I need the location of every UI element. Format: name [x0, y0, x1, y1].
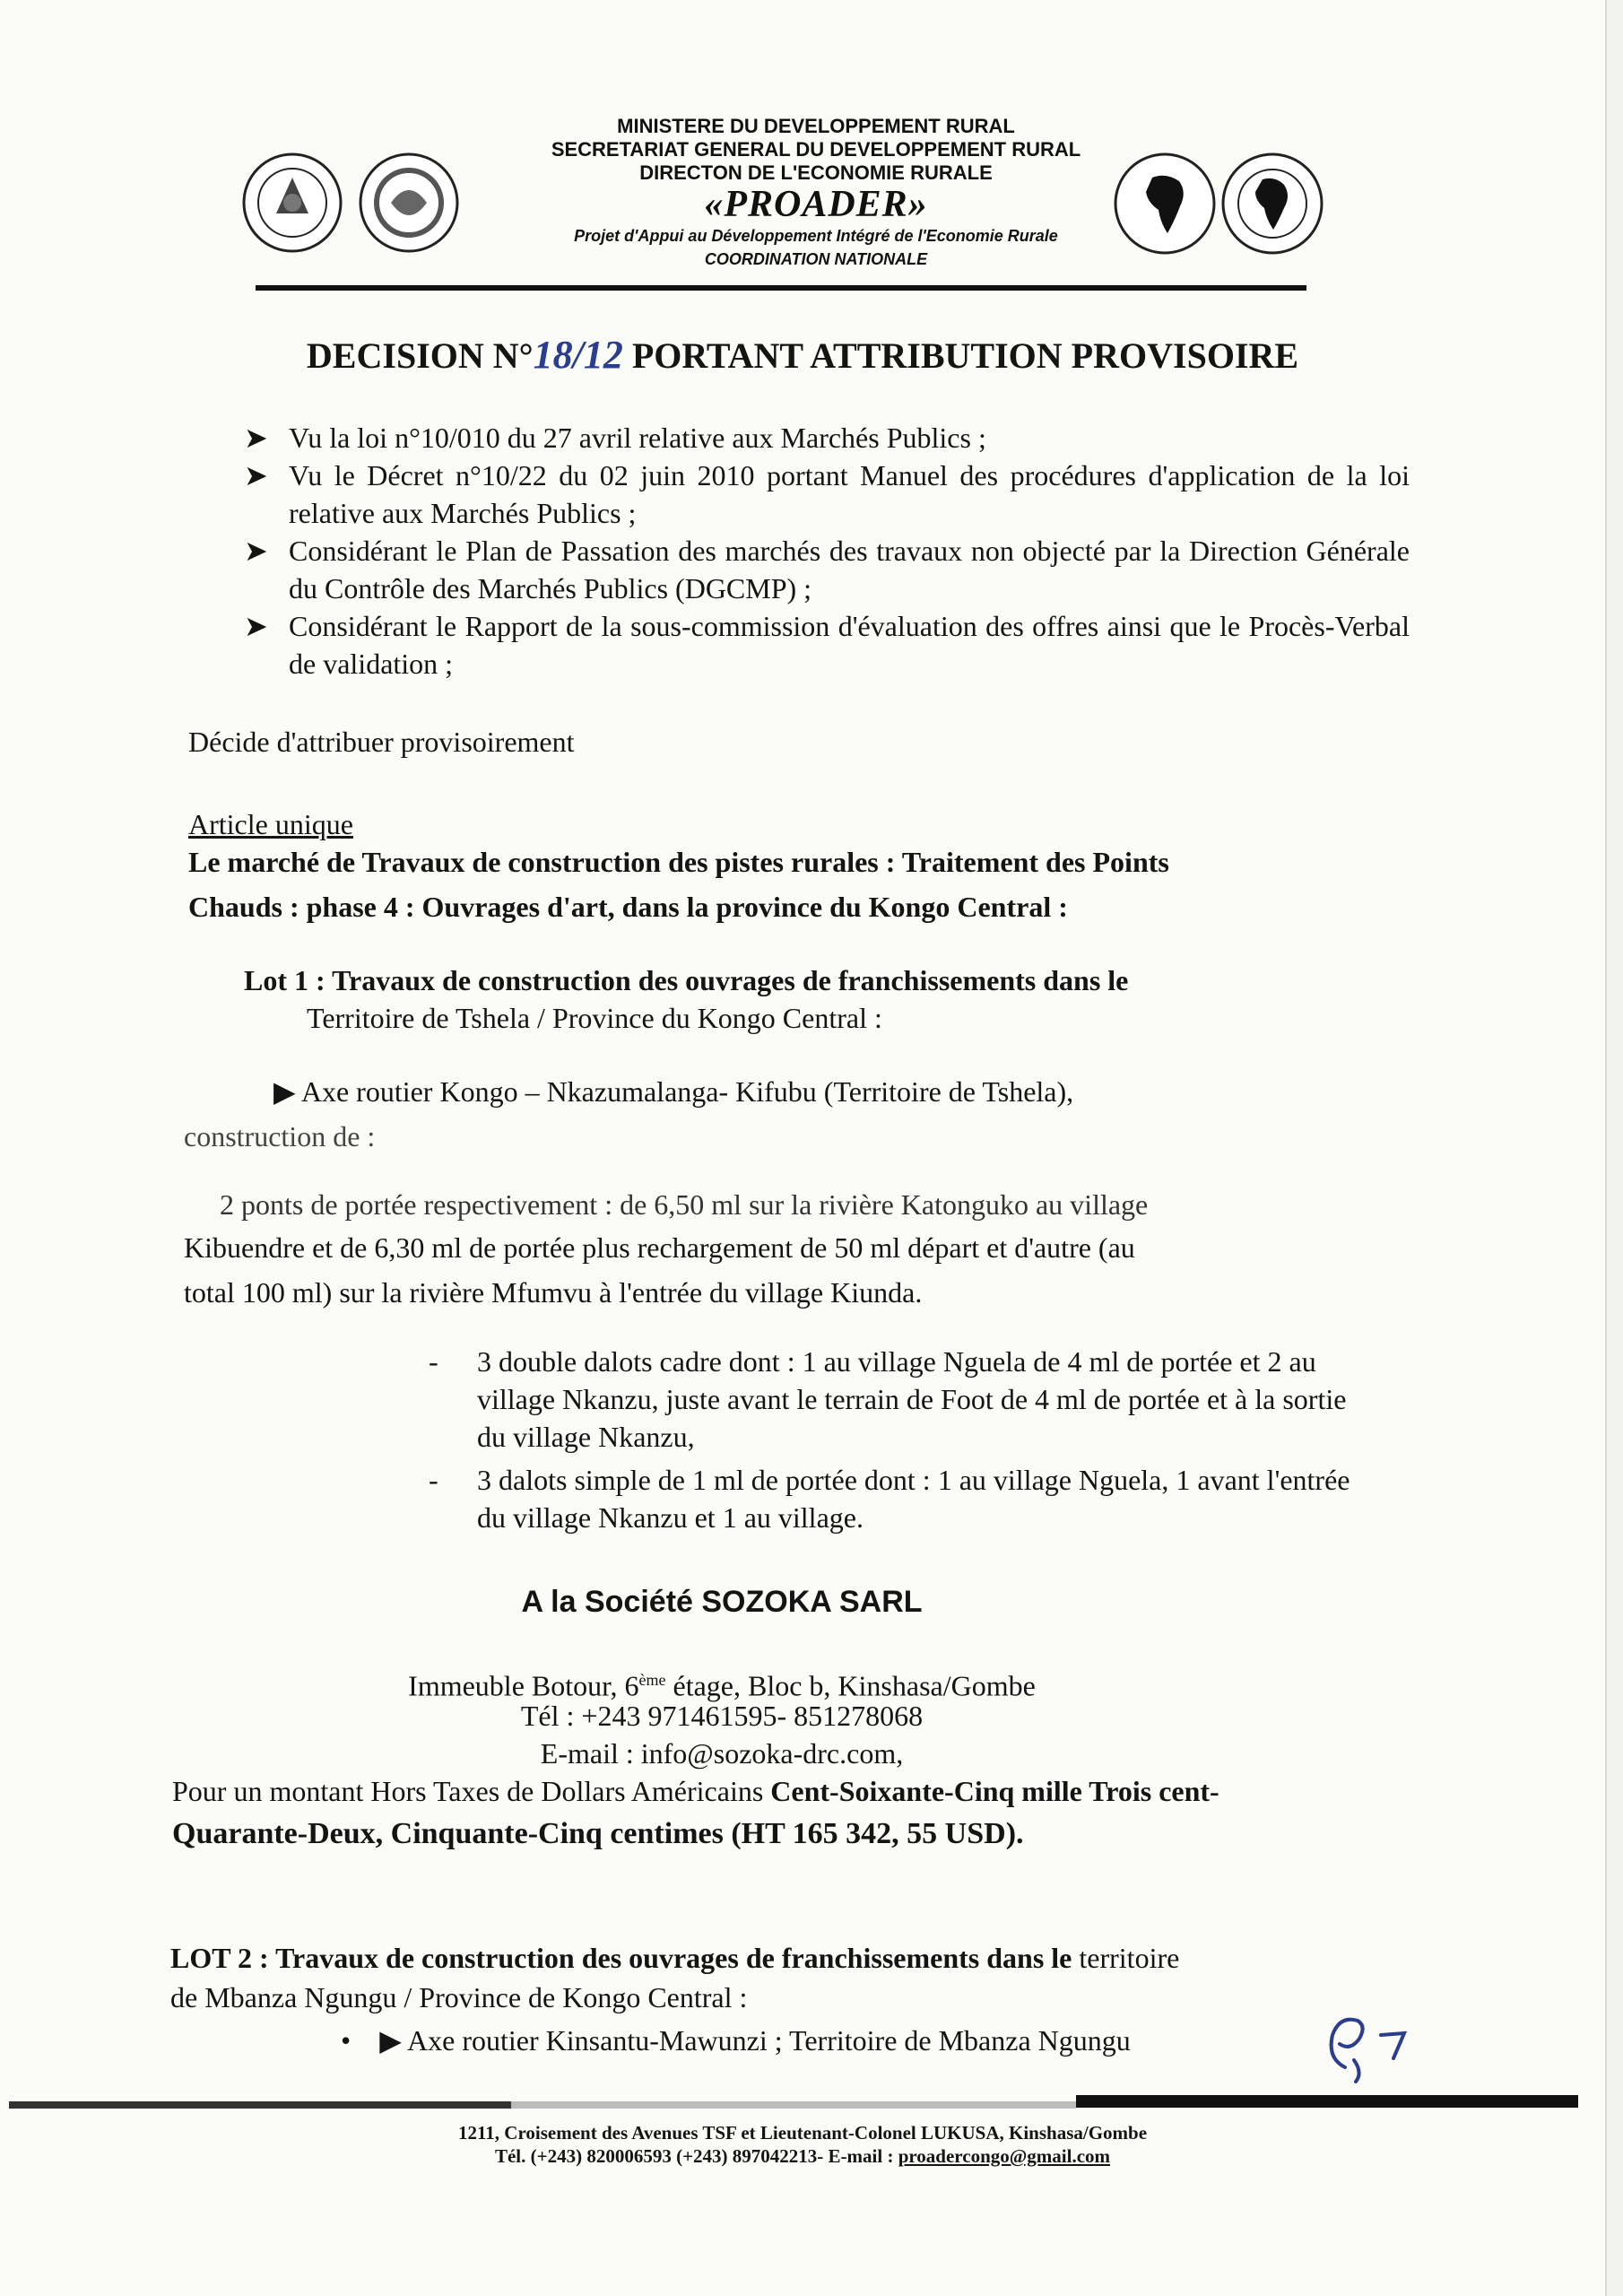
header-rule	[256, 285, 1306, 291]
lot2-axis	[341, 2022, 1131, 2059]
consideration-text: Vu le Décret n°10/22 du 02 juin 2010 portant Manuel des procédures d'application de la loi relative aux Marchés Publics ;	[289, 459, 1410, 529]
title-prefix: DECISION N°	[306, 335, 534, 376]
program-name: «PROADER»	[704, 184, 928, 225]
triangle-bullet-icon: ▶	[379, 2024, 408, 2057]
footer	[0, 2121, 1605, 2168]
lot1-bridges-line-3: total 100 ml) sur la rivière Mfumvu à l'entrée du village Kiunda.	[184, 1276, 923, 1309]
footer-address: 1211, Croisement des Avenues TSF et Lieutenant-Colonel LUKUSA, Kinshasa/Gombe	[457, 2122, 1148, 2144]
letterhead	[466, 115, 1166, 271]
awardee-email: E-mail : info@sozoka-drc.com,	[540, 1737, 904, 1770]
footer-email: proadercongo@gmail.com	[898, 2145, 1111, 2167]
market-line-1: Le marché de Travaux de construction des pistes rurales : Traitement des Points	[188, 846, 1169, 878]
project-line: Projet d'Appui au Développement Intégré de l'Economie Rurale	[574, 227, 1058, 245]
dash-bullet-icon: -	[429, 1345, 438, 1378]
awardee-name: A la Société SOZOKA SARL	[521, 1585, 923, 1619]
footer-rule-middle	[511, 2101, 1076, 2109]
arrow-bullet-icon: ➤	[244, 535, 268, 567]
handwritten-initials-icon	[1318, 2005, 1426, 2085]
african-development-fund-icon	[1112, 151, 1218, 257]
direction-line: DIRECTON DE L'ECONOMIE RURALE	[639, 161, 993, 184]
address-part: Immeuble Botour, 6	[408, 1669, 639, 1702]
amount-words: Cent-Soixante-Cinq mille Trois cent-	[770, 1775, 1219, 1807]
arrow-bullet-icon: ➤	[244, 459, 268, 491]
consideration-item	[244, 457, 1410, 532]
article-heading: Article unique	[188, 808, 353, 840]
decision-title	[0, 332, 1605, 378]
african-development-bank-icon	[1219, 151, 1325, 257]
amount-line-1	[172, 1772, 1219, 1810]
lot1-construction: construction de :	[184, 1120, 376, 1152]
amount-line-2: Quarante-Deux, Cinquante-Cinq centimes (HT 165 342, 55 USD).	[172, 1817, 1024, 1850]
proader-logo-icon	[357, 151, 461, 255]
lot2-title-rest: territoire	[1072, 1942, 1180, 1974]
lot2-title	[170, 1939, 1179, 1977]
lot1-territory: Territoire de Tshela / Province du Kongo Central :	[307, 1002, 882, 1034]
lot1-bridges-line-2: Kibuendre et de 6,30 ml de portée plus rechargement de 50 ml départ et d'autre (au	[184, 1231, 1135, 1264]
arrow-bullet-icon: ➤	[244, 422, 268, 454]
market-line-2: Chauds : phase 4 : Ouvrages d'art, dans la province du Kongo Central :	[188, 891, 1068, 923]
footer-rule-right	[1076, 2095, 1578, 2108]
address-superscript: ème	[638, 1671, 666, 1689]
title-suffix: PORTANT ATTRIBUTION PROVISOIRE	[622, 335, 1299, 376]
footer-rule-left	[9, 2101, 511, 2109]
awardee-phone: Tél : +243 971461595- 851278068	[520, 1700, 924, 1732]
lot2-territory: de Mbanza Ngungu / Province de Kongo Central :	[170, 1981, 748, 2013]
footer-phones: Tél. (+243) 820006593 (+243) 897042213- E-mail :	[494, 2145, 898, 2167]
lot1-bridges-line-1: 2 ponts de portée respectivement : de 6,50 ml sur la rivière Katonguko au village	[220, 1188, 1149, 1221]
consideration-item	[244, 607, 1410, 683]
coordination-line: COORDINATION NATIONALE	[704, 250, 928, 268]
consideration-text: Vu la loi n°10/010 du 27 avril relative aux Marchés Publics ;	[289, 422, 986, 454]
lot1-axis-text: Axe routier Kongo – Nkazumalanga- Kifubu (Territoire de Tshela),	[300, 1075, 1074, 1108]
consideration-text: Considérant le Rapport de la sous-commission d'évaluation des offres ainsi que le Procès-Verbal de validation ;	[289, 610, 1410, 680]
decision-statement: Décide d'attribuer provisoirement	[188, 726, 575, 758]
lot1-item-text: 3 dalots simple de 1 ml de portée dont : 1 au village Nguela, 1 avant l'entrée du village Nkanzu et 1 au village.	[477, 1464, 1350, 1534]
decision-number: 18/12	[533, 333, 623, 377]
consideration-text: Considérant le Plan de Passation des marchés des travaux non objecté par la Direction Générale du Contrôle des Marchés Publics (DGCMP) ;	[289, 535, 1410, 604]
secretariat-line: SECRETARIAT GENERAL DU DEVELOPPEMENT RURAL	[551, 138, 1081, 161]
lot1-item	[429, 1343, 1379, 1456]
drc-seal-icon	[240, 151, 344, 255]
lot1-item-text: 3 double dalots cadre dont : 1 au village Nguela de 4 ml de portée et 2 au village Nkanzu, juste avant le terrain de Foot de 4 ml de portée et à la sortie du village Nkanzu,	[477, 1345, 1347, 1453]
consideration-item	[244, 419, 1410, 457]
round-bullet-icon: •	[341, 2024, 380, 2057]
arrow-bullet-icon: ➤	[244, 610, 268, 642]
dash-bullet-icon: -	[429, 1464, 438, 1496]
footer-contacts	[0, 2144, 1605, 2168]
lot1-axis	[273, 1073, 1073, 1110]
ministry-line: MINISTERE DU DEVELOPPEMENT RURAL	[617, 115, 1015, 137]
amount-text: Pour un montant Hors Taxes de Dollars Américains	[172, 1775, 771, 1807]
triangle-bullet-icon: ▶	[273, 1075, 301, 1108]
lot2-title-bold: LOT 2 : Travaux de construction des ouvrages de franchissements dans le	[170, 1942, 1072, 1974]
lot2-axis-text: Axe routier Kinsantu-Mawunzi ; Territoire de Mbanza Ngungu	[407, 2024, 1131, 2057]
consideration-item	[244, 532, 1410, 607]
lot1-item	[429, 1461, 1379, 1536]
lot1-title: Lot 1 : Travaux de construction des ouvrages de franchissements dans le	[244, 964, 1129, 996]
address-part: étage, Bloc b, Kinshasa/Gombe	[665, 1669, 1036, 1702]
